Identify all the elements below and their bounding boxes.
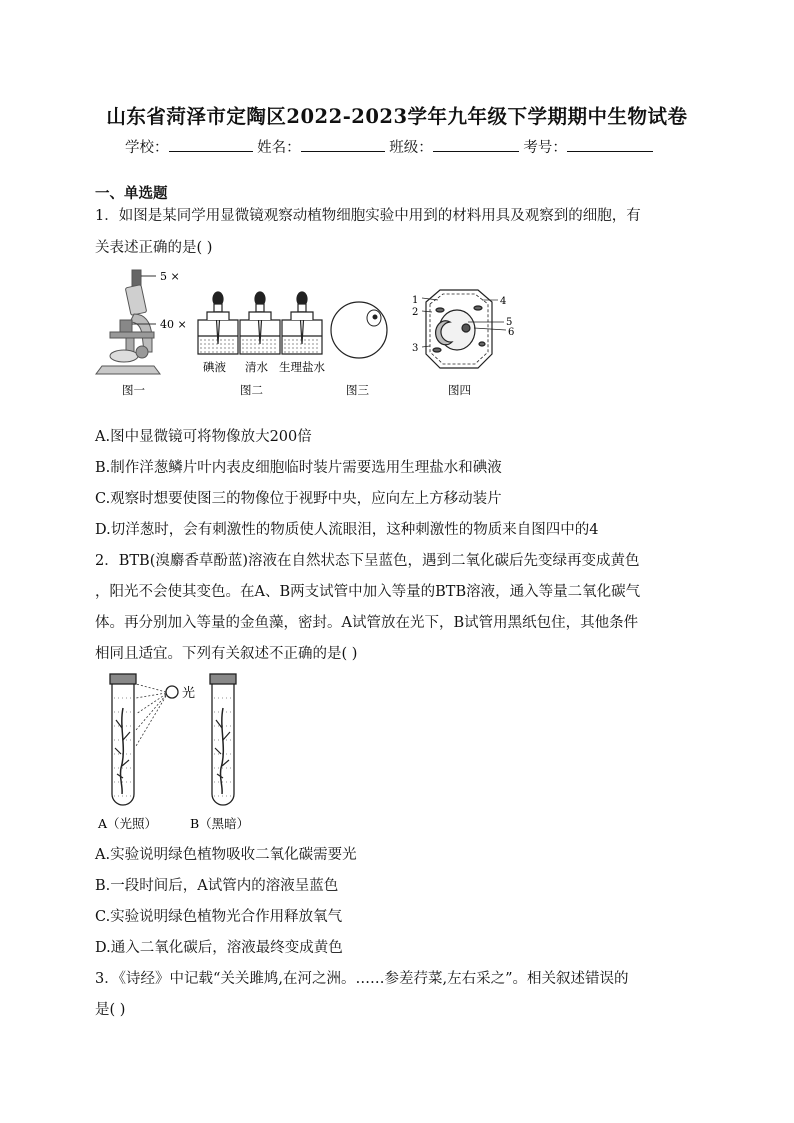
section-heading: 一、单选题	[95, 185, 168, 202]
light-rays-icon	[136, 684, 166, 746]
exam-number-blank[interactable]	[567, 136, 653, 152]
q2-option-b: B.一段时间后，A试管内的溶液呈蓝色	[95, 878, 339, 894]
test-tube-a-icon	[110, 674, 136, 805]
caption-fig2: 图二	[240, 383, 263, 397]
school-blank[interactable]	[169, 136, 253, 152]
caption-fig3: 图三	[346, 383, 369, 397]
q1-option-b: B.制作洋葱鳞片叶内表皮细胞临时装片需要选用生理盐水和碘液	[95, 460, 502, 476]
light-bulb-icon	[166, 686, 178, 698]
q2-stem-line2: ，阳光不会使其变色。在A、B两支试管中加入等量的BTB溶液，通入等量二氧化碳气	[95, 584, 641, 600]
tube-b-caption: B（黑暗）	[190, 816, 250, 831]
q3-stem-line2: 是( )	[95, 1002, 126, 1018]
plant-cell-icon	[422, 290, 506, 368]
q1-option-a: A.图中显微镜可将物像放大200倍	[95, 429, 312, 445]
microscope-icon	[96, 270, 160, 374]
student-info-row	[125, 136, 653, 157]
field-of-view-icon	[331, 302, 387, 358]
q2-option-d: D.通入二氧化碳后，溶液最终变成黄色	[95, 940, 343, 956]
school-label: 学校：	[125, 140, 169, 156]
caption-fig4: 图四	[448, 383, 471, 397]
cell-label-6: 6	[508, 327, 515, 338]
q3-stem-line1: 3．《诗经》中记载“关关雎鸠,在河之洲。……参差荇菜,左右采之”。相关叙述错误的	[95, 971, 629, 987]
q2-figure	[92, 668, 272, 838]
name-blank[interactable]	[301, 136, 385, 152]
q1-option-c: C.观察时想要使图三的物像位于视野中央，应向左上方移动装片	[95, 491, 502, 507]
tube-a-caption: A（光照）	[98, 816, 158, 831]
q1-figure	[90, 266, 530, 406]
exam-number-label: 考号：	[523, 140, 567, 156]
q1-option-d: D.切洋葱时，会有刺激性的物质使人流眼泪，这种刺激性的物质来自图四中的4	[95, 522, 599, 538]
cell-label-5: 5	[506, 317, 513, 328]
caption-fig1: 图一	[122, 383, 145, 397]
test-tube-b-icon	[210, 674, 236, 805]
objective-label: 40 ×	[160, 318, 187, 331]
cell-label-1: 1	[412, 295, 419, 306]
q2-stem-line4: 相同且适宜。下列有关叙述不正确的是( )	[95, 646, 358, 662]
bottle-label-water: 清水	[245, 360, 268, 374]
cell-label-3: 3	[412, 343, 419, 354]
q2-stem-line1: 2．BTB(溴麝香草酚蓝)溶液在自然状态下呈蓝色，遇到二氧化碳后先变绿再变成黄色	[95, 553, 640, 569]
dropper-bottles-icon	[198, 292, 322, 354]
light-label: 光	[182, 686, 196, 701]
bottle-label-saline: 生理盐水	[279, 360, 325, 374]
bottle-label-iodine: 碘液	[203, 360, 226, 374]
name-label: 姓名：	[257, 140, 301, 156]
q1-stem-line1: 1．如图是某同学用显微镜观察动植物细胞实验中用到的材料用具及观察到的细胞，有	[95, 208, 641, 224]
eyepiece-label: 5 ×	[160, 270, 180, 283]
class-blank[interactable]	[433, 136, 519, 152]
q2-option-c: C.实验说明绿色植物光合作用释放氧气	[95, 909, 343, 925]
q2-stem-line3: 体。再分别加入等量的金鱼藻，密封。A试管放在光下，B试管用黑纸包住，其他条件	[95, 615, 639, 631]
q1-stem-line2: 关表述正确的是( )	[95, 240, 213, 256]
cell-label-4: 4	[500, 296, 507, 307]
q2-option-a: A.实验说明绿色植物吸收二氧化碳需要光	[95, 847, 357, 863]
exam-title: 山东省菏泽市定陶区2022-2023学年九年级下学期期中生物试卷	[106, 105, 688, 128]
cell-label-2: 2	[412, 307, 419, 318]
class-label: 班级：	[389, 140, 433, 156]
